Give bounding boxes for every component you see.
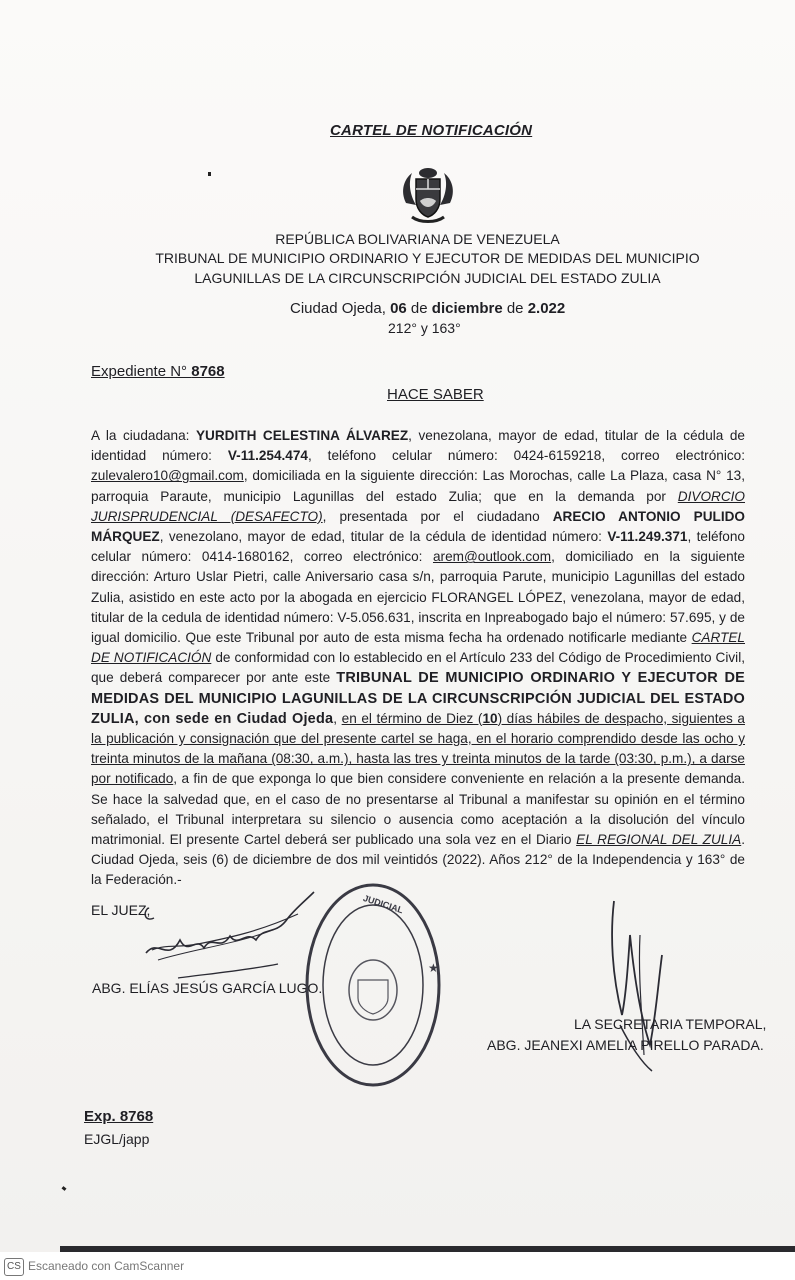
- notice-body: A la ciudadana: YURDITH CELESTINA ÁLVAREZ, venezolana, mayor de edad, titular de la cédula de identidad número: V-11.254.474, teléfono celular número: 0424-6159218, correo electrónico: zulevalero10@gmail.com, domiciliada en la siguiente dirección: Las Morochas, calle La Plaza, casa N° 13, parroquia Paraute, municipio Lagunillas del estado Zulia; que en la demanda por DIVORCIO JURISPRUDENCIAL (DESAFECTO), presentada por el ciudadano ARECIO ANTONIO PULIDO MÁRQUEZ, venezolano, mayor de edad, titular de la cédula de identidad número: V-11.249.371, teléfono celular número: 0414-1680162, correo electrónico: arem@outlook.com, domiciliado en la siguiente dirección: Arturo Uslar Pietri, calle Aniversario casa s/n, parroquia Parute, municipio Lagunillas del estado Zulia, asistido en este acto por la abogada en ejercicio FLORANGEL LÓPEZ, venezolana, mayor de edad, titular de la cedula de identidad número: V-5.056.631, inscrita en Inpreabogado bajo el número: 57.695, y de igual domicilio. Que este Tribunal por auto de esta misma fecha ha ordenado notificarle mediante CARTEL DE NOTIFICACIÓN de conformidad con lo establecido en el Artículo 233 del Código de Procedimiento Civil, que deberá comparecer por ante este TRIBUNAL DE MUNICIPIO ORDINARIO Y EJECUTOR DE MEDIDAS DEL MUNICIPIO LAGUNILLAS DE LA CIRCUNSCRIPCIÓN JUDICIAL DEL ESTADO ZULIA, con sede en Ciudad Ojeda, en el término de Diez (10) días hábiles de despacho, siguientes a la publicación y consignación que del presente cartel se haga, en el horario comprendido desde las ocho y treinta minutos de la mañana (08:30, a.m.), hasta las tres y treinta minutos de la tarde (03:30, p.m.), a darse por notificado, a fin de que exponga lo que bien considere conveniente en relación a la presente demanda. Se hace la salvedad que, en el caso de no presentarse al Tribunal a manifestar su opinión en el término señalado, el Tribunal interpretara su silencio o ausencia como aceptación a la disolución del vínculo matrimonial. El presente Cartel deberá ser publicado una sola vez en el Diario EL REGIONAL DEL ZULIA. Ciudad Ojeda, seis (6) de diciembre de dos mil veintidós (2022). Años 212° de la Independencia y 163° de la Federación.-: [91, 428, 745, 888]
- judge-name: ABG. ELÍAS JESÚS GARCÍA LUGO.: [92, 980, 323, 996]
- document-years: 212° y 163°: [388, 320, 461, 336]
- document-date: Ciudad Ojeda, 06 de diciembre de 2.022: [290, 300, 566, 317]
- svg-text:★: ★: [428, 961, 439, 975]
- seal-text: JUDICIAL: [361, 892, 405, 916]
- footer-initials: EJGL/japp: [84, 1131, 150, 1147]
- camscanner-logo-icon: CS: [4, 1258, 24, 1276]
- expediente-number: Expediente N° 8768: [91, 363, 225, 380]
- judge-label: EL JUEZ;: [91, 902, 151, 918]
- judge-signature: [138, 878, 318, 988]
- coat-of-arms-icon: [398, 165, 458, 227]
- hace-saber-heading: HACE SABER: [387, 386, 484, 403]
- court-seal: [300, 880, 446, 1090]
- secretary-label: LA SECRETARIA TEMPORAL,: [574, 1016, 767, 1032]
- camscanner-watermark: Escaneado con CamScanner: [28, 1259, 185, 1273]
- header-republic: REPÚBLICA BOLIVARIANA DE VENEZUELA: [275, 231, 560, 247]
- secretary-name: ABG. JEANEXI AMELIA PIRELLO PARADA.: [487, 1037, 764, 1053]
- footer-expediente: Exp. 8768: [84, 1108, 154, 1125]
- header-tribunal: TRIBUNAL DE MUNICIPIO ORDINARIO Y EJECUTOR DE MEDIDAS DEL MUNICIPIO: [155, 250, 700, 266]
- header-circunscripcion: LAGUNILLAS DE LA CIRCUNSCRIPCIÓN JUDICIAL DEL ESTADO ZULIA: [194, 270, 661, 286]
- document-title: CARTEL DE NOTIFICACIÓN: [330, 122, 533, 139]
- speck: [208, 172, 211, 176]
